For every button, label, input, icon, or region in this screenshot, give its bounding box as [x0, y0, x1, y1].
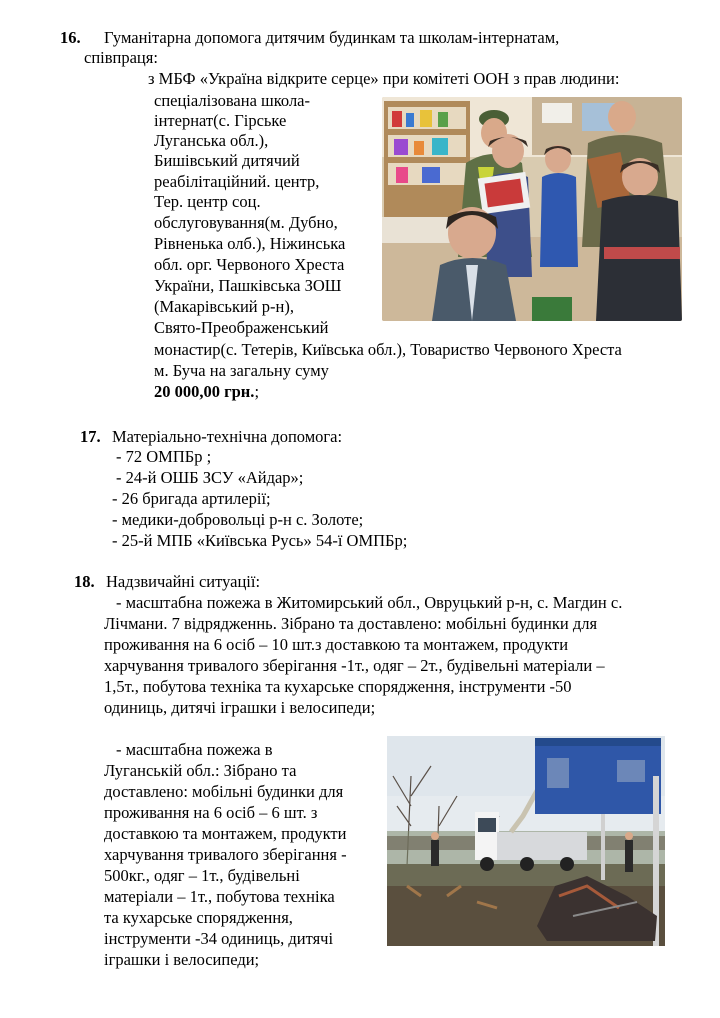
- section-18-para2-line: доставкою та монтажем, продукти: [104, 824, 347, 843]
- section-16-line: інтернат(с. Гірське: [154, 111, 287, 130]
- section-17-number: 17.: [80, 427, 101, 446]
- section-18-para2-line: Луганській обл.: Зібрано та: [104, 761, 297, 780]
- section-18-para2-line: та кухарське спорядження,: [104, 908, 293, 927]
- section-18-para1-line: 1,5т., побутова техніка та кухарське спорядження, інструменти -50: [104, 677, 572, 696]
- section-16-line: реабілітаційний. центр,: [154, 172, 320, 191]
- section-18-para1-line: - масштабна пожежа в Житомирський обл., Овруцький р-н, с. Магдин с.: [116, 593, 623, 612]
- section-18-para2-line: 500кг., одяг – 1т., будівельні: [104, 866, 300, 885]
- section-16-title-line1: Гуманітарна допомога дитячим будинкам та школам-інтернатам,: [104, 28, 560, 47]
- section-16-line: Рівненька олб.), Ніжинська: [154, 234, 346, 253]
- section-18-para2-line: інструменти -34 одиниць, дитячі: [104, 929, 334, 948]
- section-18-para1-line: харчування тривалого зберігання -1т., одяг – 2т., будівельні матеріали –: [104, 656, 605, 675]
- section-17-item: - медики-добровольці р-н с. Золоте;: [112, 510, 364, 529]
- section-16-amount-line: [154, 382, 259, 402]
- section-18-para2-line: матеріали – 1т., побутова техніка: [104, 887, 335, 906]
- section-17-item: - 25-й МПБ «Київська Русь» 54-ї ОМПБр;: [112, 531, 408, 550]
- section-16-line: Тер. центр соц.: [154, 192, 261, 211]
- section-16-line: (Макарівський р-н),: [154, 297, 294, 316]
- section-16-line: України, Пашківська ЗОШ: [154, 276, 342, 295]
- section-16-line: монастир(с. Тетерів, Київська обл.), Товариство Червоного Хреста: [154, 340, 622, 359]
- photo-children-gifts: [382, 97, 682, 321]
- section-17-item: - 26 бригада артилерії;: [112, 489, 271, 508]
- section-18-para2-line: харчування тривалого зберігання -: [104, 845, 347, 864]
- section-16-subtitle: з МБФ «Україна відкрите серце» при комітеті ООН з прав людини:: [148, 69, 620, 88]
- section-18-para1-line: проживання на 6 осіб – 10 шт.з доставкою та монтажем, продукти: [104, 635, 569, 654]
- section-18-para2-line: іграшки і велосипеди;: [104, 950, 260, 969]
- section-18-para1-line: одиниць, дитячі іграшки і велосипеди;: [104, 698, 376, 717]
- section-18-para2-line: проживання на 6 осіб – 6 шт. з: [104, 803, 318, 822]
- section-16-title-line2: співпраця:: [84, 48, 158, 67]
- photo-crane-mobile-house: [387, 736, 665, 946]
- section-17-title: Матеріально-технічна допомога:: [112, 427, 343, 446]
- section-16-line: Бишівський дитячий: [154, 151, 300, 170]
- section-16-line: м. Буча на загальну суму: [154, 361, 329, 380]
- section-16-line: Свято-Преображенський: [154, 318, 329, 337]
- section-16-line: спеціалізована школа-: [154, 91, 310, 110]
- section-17-item: - 72 ОМПБр ;: [116, 447, 212, 466]
- section-18-number: 18.: [74, 572, 95, 591]
- section-16-amount-suffix: ;: [254, 382, 260, 401]
- section-16-line: обл. орг. Червоного Хреста: [154, 255, 345, 274]
- section-18-title: Надзвичайні ситуації:: [106, 572, 261, 591]
- section-17-item: - 24-й ОШБ ЗСУ «Айдар»;: [116, 468, 304, 487]
- section-18-para1-line: Лічмани. 7 відрядженнь. Зібрано та доставлено: мобільні будинки для: [104, 614, 598, 633]
- section-18-para2-line: доставлено: мобільні будинки для: [104, 782, 344, 801]
- section-18-para2-line: - масштабна пожежа в: [116, 740, 273, 759]
- section-16-amount: 20 000,00 грн.: [154, 382, 255, 401]
- section-16-number: 16.: [60, 28, 81, 47]
- section-16-line: Луганська обл.),: [154, 131, 269, 150]
- section-16-line: обслуговування(м. Дубно,: [154, 213, 338, 232]
